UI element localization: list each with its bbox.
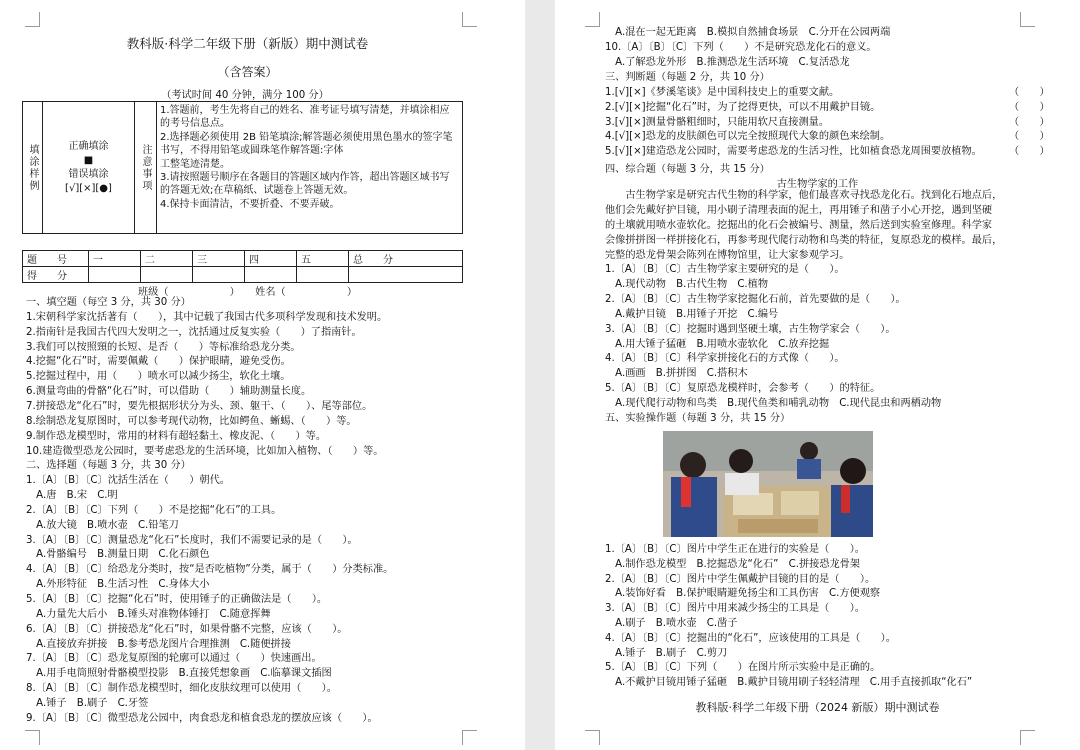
section-4-heading: 四、综合题（每题 3 分，共 15 分） — [605, 164, 770, 175]
question-line: 3.〔A〕〔B〕〔C〕测量恐龙“化石”长度时，我们不需要记录的是（ ）。 — [26, 534, 358, 546]
question-line: 6.测量弯曲的骨骼“化石”时，可以借助（ ）辅助测量长度。 — [26, 386, 312, 398]
question-line: 4.〔A〕〔B〕〔C〕科学家拼接化石的方式像（ ）。 — [605, 353, 845, 365]
judge-question — [605, 116, 1050, 129]
score-header: 总 分 — [349, 251, 463, 267]
judge-answer-paren[interactable]: （ ） — [1009, 146, 1050, 158]
question-line: A.锤子 B.刷子 C.牙签 — [26, 697, 149, 709]
judge-text: 5.[√][×]建造恐龙公园时，需要考虑恐龙的生活习性，比如植食恐龙周围要放植物。 — [605, 146, 982, 158]
question-line: 5.挖掘过程中，用（ ）喷水可以减少扬尘，软化土壤。 — [26, 371, 291, 383]
question-line: 3.〔A〕〔B〕〔C〕图片中用来减少扬尘的工具是（ ）。 — [605, 603, 865, 615]
class-name-line: 班级（ ） 姓名（ ） — [137, 287, 358, 298]
passage-line: 古生物学家是研究古代生物的科学家，他们最喜欢寻找恐龙化石。找到化石地点后， — [605, 190, 1003, 201]
answer-sheet-info-box — [22, 101, 463, 234]
sample-label: 填涂样例 — [23, 102, 43, 234]
passage-title: 古生物学家的工作 — [776, 179, 859, 190]
question-line: A.制作恐龙模型 B.挖掘恐龙“化石” C.拼接恐龙骨架 — [605, 558, 861, 570]
crop-mark — [1020, 730, 1035, 745]
notice-text — [157, 102, 463, 234]
question-line: A.画画 B.拼拼图 C.搭积木 — [605, 368, 748, 380]
score-header: 五 — [297, 251, 349, 267]
question-line: A.混在一起无距离 B.模拟自然捕食场景 C.分开在公园两端 — [605, 27, 891, 38]
score-cell[interactable] — [349, 267, 463, 283]
judge-answer-paren[interactable]: （ ） — [1009, 116, 1050, 128]
question-line: 10.建造微型恐龙公园时，要考虑恐龙的生活环境，比如加入植物、（ ）等。 — [26, 445, 384, 457]
crop-mark — [1020, 12, 1035, 27]
score-header: 三 — [193, 251, 245, 267]
crop-mark — [462, 12, 477, 27]
question-line: A.骨骼编号 B.测量日期 C.化石颜色 — [26, 549, 210, 561]
passage-line: 他们会先戴好护目镜，用小刷子清理表面的泥土，再用锤子和凿子小心开挖，遇到坚硬 — [605, 204, 993, 216]
footer-title: 教科版·科学二年级下册（2024 新版）期中测试卷 — [695, 701, 940, 714]
question-line: A.现代动物 B.古代生物 C.植物 — [605, 278, 769, 290]
crop-mark — [585, 730, 600, 745]
score-header: 四 — [245, 251, 297, 267]
score-cell[interactable] — [141, 267, 193, 283]
question-line: A.力量先大后小 B.锤头对准物体锤打 C.随意挥舞 — [26, 608, 271, 620]
question-line: 4.〔A〕〔B〕〔C〕挖掘出的“化石”，应该使用的工具是（ ）。 — [605, 632, 896, 644]
question-line: 8.绘制恐龙复原图时，可以参考现代动物，比如鳄鱼、蜥蜴、（ ）等。 — [26, 415, 357, 427]
correct-fill-label: 正确填涂 — [68, 140, 109, 152]
notice-label: 注意事项 — [135, 102, 157, 234]
question-line: A.戴护目镜 B.用锤子开挖 C.编号 — [605, 308, 779, 320]
question-line: 二、选择题（每题 3 分，共 30 分） — [26, 460, 191, 472]
question-line: 6.〔A〕〔B〕〔C〕拼接恐龙“化石”时，如果骨骼不完整，应该（ ）。 — [26, 623, 348, 635]
question-line: 三、判断题（每题 2 分，共 10 分） — [605, 72, 770, 83]
question-line: 五、实验操作题（每题 3 分，共 15 分） — [605, 413, 791, 424]
question-line: A.装饰好看 B.保护眼睛避免扬尘和工具伤害 C.方便观察 — [605, 588, 881, 600]
question-line: 7.拼接恐龙“化石”时，要先根据形状分为头、颈、躯干、（ ）、尾等部位。 — [26, 400, 373, 412]
wrong-fill-label: 错误填涂 — [68, 168, 109, 180]
score-cell[interactable] — [297, 267, 349, 283]
judge-question — [605, 86, 1050, 99]
judge-answer-paren[interactable]: （ ） — [1009, 131, 1050, 143]
students-excavation-photo — [663, 431, 873, 537]
question-line: 4.挖掘“化石”时，需要佩戴（ ）保护眼睛，避免受伤。 — [26, 356, 291, 368]
crop-mark — [25, 12, 40, 27]
question-line: 5.〔A〕〔B〕〔C〕复原恐龙模样时，会参考（ ）的特征。 — [605, 383, 881, 395]
question-line: 2.〔A〕〔B〕〔C〕图片中学生佩戴护目镜的目的是（ ）。 — [605, 573, 876, 585]
score-table — [22, 250, 463, 283]
score-row-label: 得 分 — [23, 267, 89, 283]
score-cell[interactable] — [245, 267, 297, 283]
passage-line: 完整的恐龙骨架会陈列在博物馆里，让大家参观学习。 — [605, 249, 850, 261]
question-line: A.现代爬行动物和鸟类 B.现代鱼类和哺乳动物 C.现代昆虫和两栖动物 — [605, 398, 942, 410]
question-line: 一、填空题（每空 3 分，共 30 分） — [26, 297, 191, 308]
judge-question — [605, 130, 1050, 143]
score-cell[interactable] — [89, 267, 141, 283]
score-header: 题 号 — [23, 251, 89, 267]
notice-line: 2.选择题必须使用 2B 铅笔填涂;解答题必须使用黑色墨水的签字笔书写，不得用铅笔或圆珠笔作解答题:字体 — [160, 131, 453, 157]
judge-text: 4.[√][×]恐龙的皮肤颜色可以完全按照现代大象的颜色来绘制。 — [605, 131, 891, 143]
passage-line: 的土壤就用喷水壶软化。挖掘出的化石会被编号、测量，然后送到实验室修理。科学家 — [605, 219, 993, 231]
judge-answer-paren[interactable]: （ ） — [1009, 101, 1050, 113]
exam-page-left — [0, 0, 525, 750]
crop-mark — [25, 730, 40, 745]
judge-text: 1.[√][×]《梦溪笔谈》是中国科技史上的重要文献。 — [605, 87, 840, 98]
exam-info: （考试时间 40 分钟，满分 100 分） — [161, 90, 329, 101]
passage-line: 会像拼拼图一样拼接化石，再参考现代爬行动物和鸟类的特征，复原恐龙的模样。最后， — [605, 234, 1003, 246]
question-line: 10.〔A〕〔B〕〔C〕下列（ ）不是研究恐龙化石的意义。 — [605, 42, 877, 53]
correct-fill-mark: ■ — [83, 154, 94, 166]
question-line: 1.〔A〕〔B〕〔C〕图片中学生正在进行的实验是（ ）。 — [605, 544, 865, 555]
question-line: A.了解恐龙外形 B.推测恐龙生活环境 C.复活恐龙 — [605, 57, 850, 68]
question-line: 9.〔A〕〔B〕〔C〕微型恐龙公园中，肉食恐龙和植食恐龙的摆放应该（ ）。 — [26, 712, 378, 724]
question-line: A.不戴护目镜用锤子猛砸 B.戴护目镜用刷子轻轻清理 C.用手直接抓取“化石” — [605, 677, 973, 689]
question-line: A.锤子 B.刷子 C.剪刀 — [605, 647, 728, 659]
question-line: 5.〔A〕〔B〕〔C〕下列（ ）在图片所示实验中是正确的。 — [605, 662, 881, 674]
question-line: A.放大镜 B.喷水壶 C.铅笔刀 — [26, 519, 179, 531]
judge-text: 3.[√][×]测量骨骼粗细时，只能用软尺直接测量。 — [605, 116, 830, 128]
question-line: 8.〔A〕〔B〕〔C〕制作恐龙模型时，细化皮肤纹理可以使用（ ）。 — [26, 683, 337, 695]
judge-answer-paren[interactable]: （ ） — [1009, 87, 1050, 98]
question-line: 2.指南针是我国古代四大发明之一，沈括通过反复实验（ ）了指南针。 — [26, 326, 362, 338]
question-line: 3.〔A〕〔B〕〔C〕挖掘时遇到坚硬土壤，古生物学家会（ ）。 — [605, 323, 896, 335]
score-cell[interactable] — [193, 267, 245, 283]
lab-photo — [663, 431, 873, 537]
score-header: 二 — [141, 251, 193, 267]
question-line: 1.〔A〕〔B〕〔C〕沈括生活在（ ）朝代。 — [26, 475, 230, 487]
exam-title: 教科版·科学二年级下册（新版）期中测试卷 — [126, 36, 369, 51]
question-line: 5.〔A〕〔B〕〔C〕挖掘“化石”时，使用锤子的正确做法是（ ）。 — [26, 594, 328, 605]
question-line: A.唐 B.宋 C.明 — [26, 490, 118, 502]
question-line: 1.宋朝科学家沈括著有（ ），其中记载了我国古代多项科学发现和技术发明。 — [26, 311, 388, 323]
notice-line: 4.保持卡面清洁，不要折叠、不要弄破。 — [160, 198, 340, 210]
question-line: A.刷子 B.喷水壶 C.凿子 — [605, 618, 738, 629]
question-line: 2.〔A〕〔B〕〔C〕古生物学家挖掘化石前，首先要做的是（ ）。 — [605, 293, 906, 305]
question-line: A.直接放弃拼接 B.参考恐龙图片合理推测 C.随便拼接 — [26, 638, 291, 650]
question-line: A.用大锤子猛砸 B.用喷水壶软化 C.放弃挖掘 — [605, 338, 830, 350]
question-line: A.外形特征 B.生活习性 C.身体大小 — [26, 579, 210, 591]
question-line: 2.〔A〕〔B〕〔C〕下列（ ）不是挖掘“化石”的工具。 — [26, 504, 282, 516]
exam-page-right — [555, 0, 1080, 750]
notice-line: 1.答题前，考生先将自己的姓名、准考证号填写清楚，并填涂相应的考号信息点。 — [160, 105, 450, 130]
crop-mark — [585, 12, 600, 27]
sample-cell — [43, 102, 135, 234]
question-line: 9.制作恐龙模型时，常用的材料有超轻黏土、橡皮泥、（ ）等。 — [26, 430, 327, 442]
question-line: 7.〔A〕〔B〕〔C〕恐龙复原图的轮廓可以通过（ ）快速画出。 — [26, 653, 322, 665]
judge-question — [605, 101, 1050, 114]
score-header: 一 — [89, 251, 141, 267]
crop-mark — [462, 730, 477, 745]
wrong-fill-mark: [√][×][●] — [65, 182, 112, 194]
notice-line: 3.请按照题号顺序在各题目的答题区域内作答，超出答题区域书写的答题无效;在草稿纸、试题卷上答题无效。 — [160, 172, 450, 197]
notice-line: 工整笔迹清楚。 — [160, 158, 230, 170]
question-line: A.用手电筒照射骨骼模型投影 B.直接凭想象画 C.临摹课文插图 — [26, 668, 332, 680]
question-line: 3.我们可以按照頸的长短、是否（ ）等标准给恐龙分类。 — [26, 341, 301, 353]
question-line: 1.〔A〕〔B〕〔C〕古生物学家主要研究的是（ ）。 — [605, 264, 845, 275]
judge-question — [605, 145, 1050, 158]
judge-text: 2.[√][×]挖掘“化石”时，为了挖得更快，可以不用戴护目镜。 — [605, 101, 881, 113]
question-line: 4.〔A〕〔B〕〔C〕给恐龙分类时，按“是否吃植物”分类，属于（ ）分类标准。 — [26, 564, 394, 576]
exam-subtitle: （含答案） — [217, 65, 278, 79]
